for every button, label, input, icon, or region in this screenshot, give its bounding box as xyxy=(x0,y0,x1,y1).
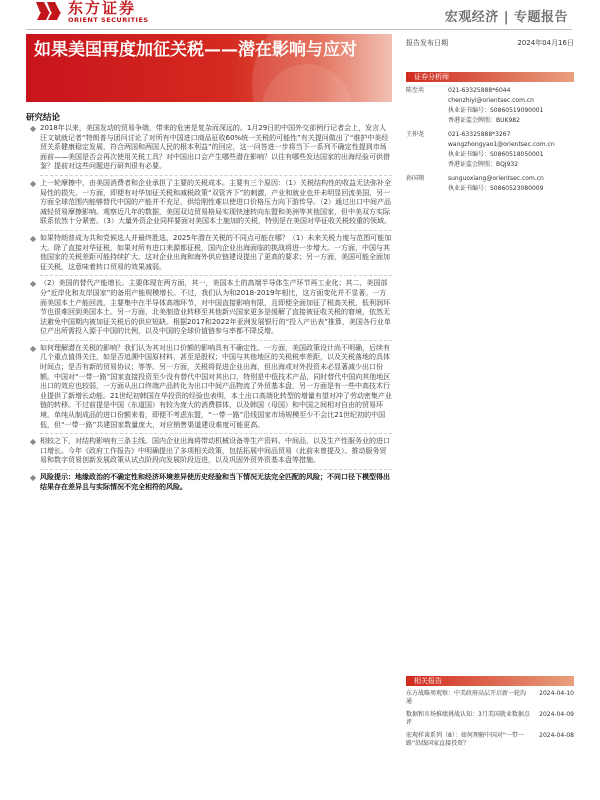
sidebar xyxy=(406,34,574,194)
summary-paragraph xyxy=(26,279,392,337)
analyst-license: 执业证书编号：S0860518050001 xyxy=(448,151,544,158)
analyst-entry xyxy=(406,86,574,126)
paragraph-text: 2018年以来，美国发动的贸易争端，带来的危害是复杂而深远的。1月29日的中国外交部例行记者会上，发言人汪文斌就记者“特朗普与团问讨论了对所有中国进口商品征收60%统一关税的可能性”有关提问做出了“维护中美经贸关系健康稳定发展，符合两国和两国人民的根本利益”的回应，这一问答进一步将当下一系列不确定性提到市场面前——美国是否会再次使用关税工具？对中国出口会产生哪些潜在影响？以往有哪些发达国家的出海经验可供借鉴？提前对这些问题进行研判很有必要。 xyxy=(40,124,390,171)
analyst-license: 执业证书编号：S0860519090001 xyxy=(448,107,544,114)
brand-logo xyxy=(34,0,149,24)
related-report-item[interactable] xyxy=(406,690,574,706)
diamond-bullet-icon xyxy=(30,236,36,242)
title-banner xyxy=(26,34,392,102)
analyst-email[interactable]: sunguoxiang@orientsec.com.cn xyxy=(448,175,544,182)
related-report-item[interactable] xyxy=(406,732,574,748)
related-report-title[interactable]: 数据和市场推绩挑战认知：3月美国就业数据点评 xyxy=(406,711,530,726)
publish-date-row xyxy=(406,34,574,52)
analyst-email[interactable]: wangzhongyao1@orientsec.com.cn xyxy=(448,141,555,148)
paragraph-text: 风险提示：地缘政治的不确定性和经济环境差异使历史经验和当下情况无法完全匹配的风险；不同口径下模型得出结果存在差异且与实际情况不完全相符的风险。 xyxy=(40,473,390,491)
analyst-name: 王仲尧 xyxy=(406,131,425,138)
related-reports-list xyxy=(406,690,574,753)
summary-paragraph xyxy=(26,124,392,172)
logo-chinese: 东方证券 xyxy=(68,0,137,17)
diamond-bullet-icon xyxy=(30,475,36,481)
paragraph-text: 上一轮摩擦中，由美国消费者和企业承担了主要的关税成本。主要有三个原因：（1）关税结构性的收益无法弥补全局性的损失，一方面，即便有对华加征关税和减税政策“双管齐下”的刺激，产业和就业也并未明显回流美国，另一方面全球范围内能够替代中国的产能并不充足，供给刚性难以使进口价格压力向下游传导。（2）通过出口中间产品减轻贸易摩擦影响。观察近几年的数据，美国双边贸易格局实现快速转向东盟和美洲等其他国家，但中美双方实际联系依然十分紧密。（3）大量外资企业同样要面对美国本土施加的关税，特别是在美国对华征收关税较重的领域。 xyxy=(40,178,391,226)
related-report-item[interactable] xyxy=(406,711,574,727)
diamond-bullet-icon xyxy=(30,181,36,187)
summary-paragraph xyxy=(26,437,392,466)
diamond-bullet-icon xyxy=(30,126,36,132)
analyst-entry xyxy=(406,174,574,194)
summary-paragraph xyxy=(26,234,392,272)
related-report-title[interactable]: 宏观样谈系列（8）：如何理解中国对“一带一路”沿线国家直接投资？ xyxy=(406,732,524,747)
header-divider xyxy=(26,29,572,30)
paragraph-divider xyxy=(40,230,392,231)
related-report-title[interactable]: 东方战略周观察：中美政府高层开启新一轮沟通 xyxy=(406,690,527,705)
diamond-bullet-icon xyxy=(30,346,36,352)
related-reports-header: 相关报告 xyxy=(406,676,574,686)
risk-warning-paragraph xyxy=(26,473,392,492)
page-header xyxy=(0,0,600,34)
main-content xyxy=(26,111,392,495)
paragraph-divider xyxy=(40,175,392,176)
analyst-phone: 021-63325888*3267 xyxy=(448,131,511,138)
analyst-hk-license: 香港证监会牌照：BUK982 xyxy=(448,117,520,124)
analyst-license: 执业证书编号：S0860523080009 xyxy=(448,185,544,192)
analyst-phone: 021-63325888*6044 xyxy=(448,87,511,94)
analyst-name: 陈至奕 xyxy=(406,87,425,94)
summary-paragraph xyxy=(26,344,392,430)
logo-english: ORIENT SECURITIES xyxy=(68,16,149,24)
paragraph-text: （2）美国的替代产能增长。主要体现在两方面，其一，美国本土的高端半导体生产环节再工业化；其二，美国部分“近岸化和友岸国家”的备用产能规模增长。不过，我们认为和2018-2019年相比，这方面变化并不显著。一方面美国本土产能回流，主要集中在半导体高端环节，对中国直接影响有限，且即便全面加征了税高关税，低利润环节也很难回到美国本土。另一方面，北美制造业转移至其他新兴国家更多是缓解了直接被征收关税的窘境，依然无法避免中国期内被加征关税后的供应短缺。根据2017和2022年亚洲发展银行的“投入产出表”推算，美国各行业单位产出所需投入源于中国的比例，以及中国的全球价值链参与率都不降反增。 xyxy=(40,279,391,336)
report-title: 如果美国再度加征关税——潜在影响与应对 xyxy=(34,40,357,60)
paragraph-text: 如何理解潜在关税的影响？我们认为其对出口价额的影响具有不确定性。一方面，美国政策设计尚不明确，后续有几个重点值得关注，如是否追溯中国原材料，甚至是股权；中国与其他地区的关税税率差距，以及关税落地的具体时间点；是否有新的贸易协议；等等。另一方面，关税将促进企业出海，但出海或对外投资未必显著减少出口份额。中国对“一带一路”国家直接投资至少没有替代中国对其出口，特别是中低技术产品，同时替代中国向其他地区出口的效应也较弱，一方面从出口终端产品转化为出口中间产品物流了外贸基本盘，另一方面是有一些中高技术行业提供了新增长动能。21世纪初韩国在华投资的经验也表明，本土出口高端化转型的增量有望对冲了劳动密集产业链的转移。不过前提是中国（东道国）有较为庞大的消费群体，以及韩国（母国）和中国之间相对自由的贸易环境。单纯从制成品的进口份额来看，即便不考虑东盟，“一带一路”沿线国家市场规模至少不会比21世纪初的中国低，但“一带一路”共建国家数量庞大，对应销售渠道建设难度可能更高。 xyxy=(40,343,392,429)
diamond-bullet-icon xyxy=(30,439,36,445)
paragraph-divider xyxy=(40,275,392,276)
related-report-date: 2024-04-10 xyxy=(539,690,574,697)
paragraph-divider xyxy=(40,340,392,341)
summary-paragraph xyxy=(26,179,392,227)
analyst-hk-license: 香港证监会牌照：BQJ932 xyxy=(448,161,519,168)
section-title: 研究结论 xyxy=(26,113,61,123)
related-report-date: 2024-04-08 xyxy=(539,732,574,739)
publish-date-value: 2024年04月16日 xyxy=(517,39,574,47)
related-report-date: 2024-04-09 xyxy=(539,711,574,718)
orient-logo-icon xyxy=(34,0,64,22)
paragraph-divider xyxy=(40,469,392,470)
diamond-bullet-icon xyxy=(30,281,36,287)
analyst-email[interactable]: chenzhiyi@orientsec.com.cn xyxy=(448,97,534,104)
analysts-header: 证券分析师 xyxy=(406,72,574,82)
report-type: 宏观经济 | 专题报告 xyxy=(444,10,568,25)
paragraph-text: 如果特朗普成为共和党候选人并最终胜选，2025年潜在关税的不同点可能在哪？（1）未来关税力度与范围可能加大。除了直接对华征税，如果对所有进口来源都征税，国内企业出海面临的挑战将进一步增大。一方面，中国与其他国家的关税差距可能持续扩大，这对企业出海和海外供应链建设提出了更高的要求；另一方面，美国可能全面加征关税，这意味着转口贸易的效果减弱。 xyxy=(40,233,392,271)
analyst-entry xyxy=(406,130,574,170)
analyst-name: 孙国翔 xyxy=(406,175,425,182)
paragraph-text: 相较之下，对结构影响有三条主线。国内企业出海将带动机械设备等生产资料、中间品，以及生产性服务业的进口口增长。今年《政府工作报告》中明确提出了多项相关政策，包括拓展中间品贸易（此前未曾提及）、推动服务贸易和数字贸易创新发展政策从试点阶段向发展阶段迈进，以及巩固外贸外资基本盘等措施。 xyxy=(40,437,390,465)
paragraph-divider xyxy=(40,433,392,434)
publish-date-label: 报告发布日期 xyxy=(406,39,448,47)
